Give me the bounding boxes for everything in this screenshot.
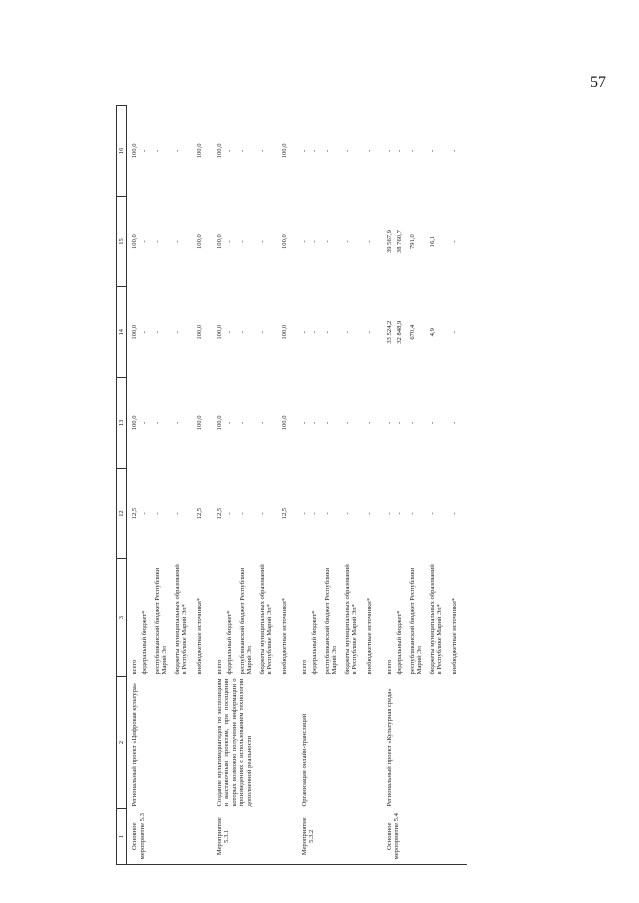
value-cell: - [428, 149, 436, 152]
value-cell: 12,5 [280, 507, 288, 520]
value-cell: - [238, 421, 246, 424]
value-cell: - [225, 331, 233, 334]
value-cell: - [153, 149, 161, 152]
value-cell: 100,0 [131, 324, 138, 340]
value-cell: - [323, 512, 331, 515]
value-cell: - [365, 149, 373, 152]
activity-name: Региональный проект «Культурная среда» [385, 688, 393, 807]
funding-source: федеральный бюджет* [395, 610, 403, 675]
activity-code: Основное мероприятие 5.4 [382, 809, 467, 865]
table-row [382, 106, 395, 865]
value-cell: - [173, 149, 181, 152]
value-cell: 33 524,2 [385, 320, 393, 344]
value-cell: - [258, 240, 266, 243]
value-cell: 100,0 [280, 415, 288, 431]
value-cell: - [343, 149, 351, 152]
value-cell: - [173, 240, 181, 243]
value-cell: 100,0 [195, 324, 203, 340]
column-header: 3 [117, 559, 127, 677]
funding-source: республиканский бюджет Республики Марий Эл [238, 567, 254, 675]
value-cell: - [153, 240, 161, 243]
funding-source: федеральный бюджет* [310, 610, 318, 675]
value-cell: - [153, 512, 161, 515]
value-cell: 100,0 [215, 234, 223, 249]
value-cell: - [140, 512, 148, 515]
value-cell: 100,0 [195, 234, 203, 249]
value-cell: - [238, 149, 246, 152]
value-cell: - [300, 331, 308, 334]
value-cell: - [310, 331, 318, 334]
activity-code: Основное мероприятие 5.3 [127, 809, 212, 865]
value-cell: 16,1 [428, 235, 436, 248]
value-cell: 100,0 [280, 143, 288, 159]
value-cell: - [225, 421, 233, 424]
value-cell: 38 760,7 [395, 230, 403, 254]
value-cell: - [300, 421, 308, 424]
value-cell: 100,0 [280, 324, 288, 340]
column-header: 14 [117, 287, 127, 378]
column-header: 16 [117, 106, 127, 197]
column-header: 15 [117, 196, 127, 287]
funding-source: внебюджетные источники* [365, 597, 373, 675]
value-cell: 100,0 [280, 234, 288, 249]
funding-source: бюджеты муниципальных образований в Республике Марий Эл* [173, 564, 189, 675]
value-cell: 4,9 [428, 328, 436, 337]
funding-source: всего [131, 659, 138, 675]
value-cell: - [450, 331, 458, 334]
value-cell: 670,4 [408, 324, 416, 340]
value-cell: - [258, 512, 266, 515]
column-header: 12 [117, 468, 127, 559]
value-cell: - [395, 421, 403, 424]
activity-code: Мероприятие 5.3.2 [297, 809, 382, 865]
value-cell: - [450, 421, 458, 424]
value-cell: 12,5 [195, 507, 203, 520]
value-cell: - [258, 421, 266, 424]
value-cell: - [310, 149, 318, 152]
value-cell: - [408, 512, 416, 515]
value-cell: - [450, 512, 458, 515]
funding-source: всего [385, 659, 393, 675]
value-cell: - [300, 240, 308, 243]
value-cell: - [225, 240, 233, 243]
value-cell: 12,5 [215, 507, 223, 520]
value-cell: - [225, 512, 233, 515]
value-cell: - [258, 331, 266, 334]
value-cell: - [450, 240, 458, 243]
funding-source: республиканский бюджет Республики Марий Эл [153, 567, 169, 675]
value-cell: - [153, 421, 161, 424]
value-cell: - [153, 331, 161, 334]
activity-name: Организация онлайн-трансляций [300, 713, 308, 807]
value-cell: - [385, 421, 393, 424]
funding-source: всего [215, 659, 223, 675]
funding-source: внебюджетные источники* [195, 597, 203, 675]
header-row [117, 106, 127, 865]
value-cell: - [300, 512, 308, 515]
value-cell: - [310, 421, 318, 424]
value-cell: - [408, 149, 416, 152]
value-cell: - [310, 240, 318, 243]
value-cell: 100,0 [131, 415, 138, 431]
value-cell: - [173, 421, 181, 424]
funding-source: бюджеты муниципальных образований в Республике Марий Эл* [258, 564, 274, 675]
value-cell: - [140, 421, 148, 424]
value-cell: - [323, 149, 331, 152]
value-cell: 32 848,9 [395, 320, 403, 344]
funding-source: федеральный бюджет* [140, 610, 148, 675]
value-cell: - [343, 240, 351, 243]
value-cell: - [140, 240, 148, 243]
value-cell: 12,5 [131, 507, 138, 520]
activity-name: Создание мультимедиагидов по экспозициям и выставочным проектам, при посещении которых возможно получение информации о произведениях с использованием технологии дополненной реальности [215, 678, 253, 807]
value-cell: - [385, 149, 393, 152]
funding-source: федеральный бюджет* [225, 610, 233, 675]
budget-table [116, 105, 467, 865]
value-cell: 100,0 [215, 324, 223, 340]
value-cell: - [310, 512, 318, 515]
value-cell: 791,0 [408, 234, 416, 249]
activity-code: Мероприятие 5.3.1 [212, 809, 297, 865]
value-cell: - [323, 421, 331, 424]
value-cell: - [300, 149, 308, 152]
value-cell: - [140, 149, 148, 152]
table-row [297, 106, 310, 865]
value-cell: - [395, 512, 403, 515]
value-cell: - [323, 240, 331, 243]
funding-source: республиканский бюджет Республики Марий Эл [408, 567, 424, 675]
table-row [127, 106, 140, 865]
activity-name: Региональный проект «Цифровая культура» [131, 682, 138, 807]
column-header: 1 [117, 809, 127, 865]
page-number: 57 [590, 74, 606, 91]
funding-source: республиканский бюджет Республики Марий Эл [323, 567, 339, 675]
value-cell: - [385, 512, 393, 515]
value-cell: 100,0 [195, 415, 203, 431]
value-cell: - [238, 512, 246, 515]
value-cell: - [173, 512, 181, 515]
value-cell: - [343, 421, 351, 424]
value-cell: - [173, 331, 181, 334]
value-cell: - [343, 512, 351, 515]
value-cell: - [395, 149, 403, 152]
funding-source: внебюджетные источники* [280, 597, 288, 675]
funding-source: бюджеты муниципальных образований в Республике Марий Эл* [343, 564, 359, 675]
value-cell: - [140, 331, 148, 334]
value-cell: - [365, 240, 373, 243]
value-cell: 100,0 [215, 143, 223, 159]
value-cell: - [365, 331, 373, 334]
value-cell: - [365, 512, 373, 515]
value-cell: - [238, 240, 246, 243]
value-cell: - [323, 331, 331, 334]
column-header: 13 [117, 378, 127, 469]
value-cell: - [238, 331, 246, 334]
rotated-table-container [116, 105, 576, 865]
table-row [212, 106, 225, 865]
funding-source: внебюджетные источники* [450, 597, 458, 675]
value-cell: - [343, 331, 351, 334]
value-cell: - [408, 421, 416, 424]
value-cell: - [225, 149, 233, 152]
value-cell: - [428, 512, 436, 515]
funding-source: всего [300, 659, 308, 675]
value-cell: 100,0 [131, 234, 138, 249]
funding-source: бюджеты муниципальных образований в Республике Марий Эл* [428, 564, 444, 675]
value-cell: - [258, 149, 266, 152]
value-cell: 100,0 [131, 143, 138, 159]
value-cell: 39 567,9 [385, 230, 393, 254]
column-header: 2 [117, 676, 127, 808]
value-cell: - [365, 421, 373, 424]
value-cell: - [450, 149, 458, 152]
value-cell: 100,0 [215, 415, 223, 431]
value-cell: 100,0 [195, 143, 203, 159]
value-cell: - [428, 421, 436, 424]
